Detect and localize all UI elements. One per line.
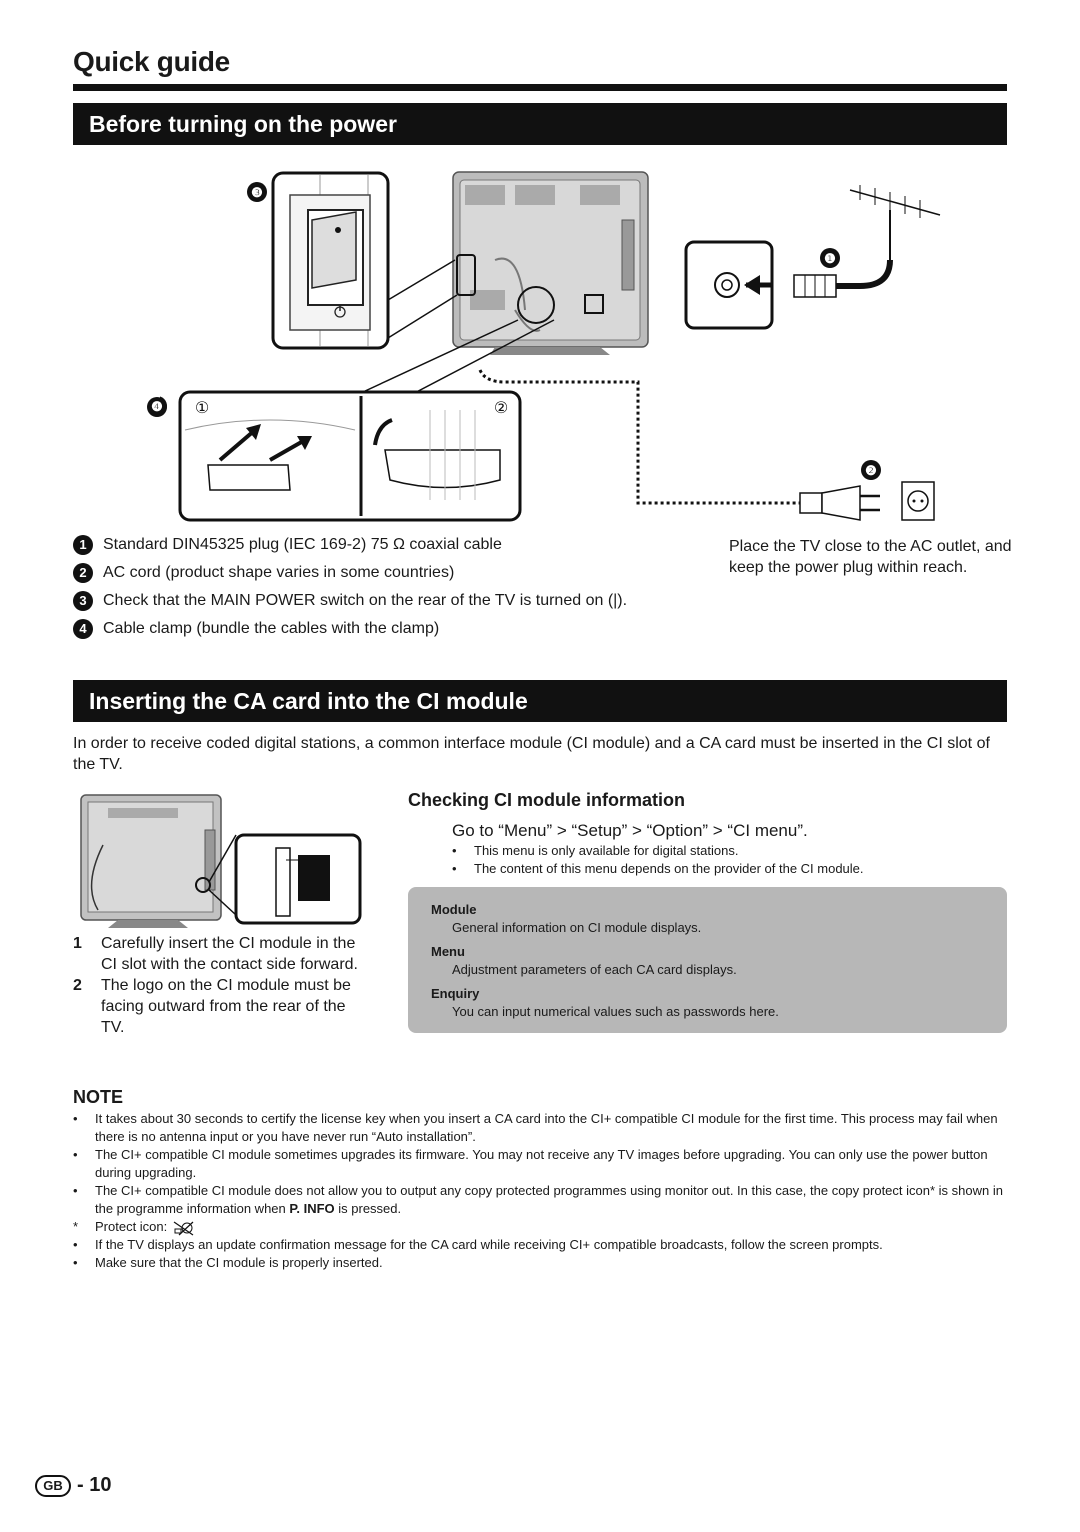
legend-item — [73, 563, 693, 583]
power-connection-diagram — [160, 160, 950, 525]
section-heading-power: Before turning on the power — [73, 103, 1007, 145]
tv-rear-small-illustration — [81, 795, 221, 928]
ac-outlet-note: Place the TV close to the AC outlet, and keep the power plug within reach. — [729, 538, 1012, 576]
ci-intro-text: In order to receive coded digital stations, a common interface module (CI module) and a CA card must be inserted in the CI slot of the TV. — [73, 735, 990, 773]
note-text-part: The CI+ compatible CI module does not allow you to output any copy protected programmes using monitor out. In this case, the copy protect icon* is shown in the programme information when — [95, 1183, 1003, 1216]
bullet-glyph: • — [73, 1111, 78, 1126]
note-text: The CI+ compatible CI module sometimes upgrades its firmware. You may not receive any TV images before upgrading. You can only use the power button during upgrading. — [95, 1147, 988, 1180]
step-item — [73, 933, 363, 975]
ac-outlet-icon — [902, 482, 934, 520]
legend-number-badge: 1 — [73, 535, 93, 555]
menu-path: Go to “Menu” > “Setup” > “Option” > “CI menu”. — [452, 821, 808, 840]
step-item — [73, 975, 363, 1038]
step-text: The logo on the CI module must be facing outward from the rear of the TV. — [101, 977, 351, 1036]
note-text — [95, 1182, 1013, 1218]
bullet-item — [452, 842, 1012, 860]
legend-text: AC cord (product shape varies in some countries) — [103, 564, 455, 581]
title-rule — [73, 84, 1007, 91]
antenna-icon — [850, 185, 940, 260]
note-item — [73, 1254, 1013, 1272]
clamp-step-1: ① — [194, 398, 210, 417]
note-item — [73, 1110, 1013, 1146]
legend-text: Check that the MAIN POWER switch on the rear of the TV is turned on (|). — [103, 592, 628, 609]
protect-icon-text — [95, 1218, 1013, 1236]
legend-number-badge: 2 — [73, 563, 93, 583]
ci-menu-bullets — [452, 842, 1012, 878]
bullet-glyph: • — [73, 1183, 78, 1198]
power-legend — [73, 535, 693, 647]
legend-number-badge: 3 — [73, 591, 93, 611]
info-term-enquiry: Enquiry — [431, 986, 480, 1001]
info-term-menu: Menu — [431, 944, 465, 959]
ci-module-diagram — [78, 790, 363, 930]
step-number: 2 — [73, 977, 82, 994]
callout-1-label: ❶ — [824, 251, 836, 266]
copy-protect-icon — [171, 1220, 197, 1236]
note-item — [73, 1182, 1013, 1218]
note-item — [73, 1236, 1013, 1254]
bullet-glyph: • — [73, 1237, 78, 1252]
antenna-socket-icon — [715, 273, 739, 297]
callout-4-badge: ❹ — [147, 397, 167, 417]
info-desc-enquiry: You can input numerical values such as passwords here. — [452, 1004, 779, 1019]
bullet-glyph: • — [452, 843, 457, 858]
legend-item — [73, 535, 693, 555]
checking-ci-heading: Checking CI module information — [408, 790, 686, 810]
note-text-part: is pressed. — [334, 1201, 402, 1216]
note-list — [73, 1110, 1013, 1272]
tv-rear-illustration — [453, 172, 648, 355]
legend-item — [73, 591, 693, 611]
bullet-glyph: • — [73, 1147, 78, 1162]
ac-plug-icon — [800, 486, 880, 520]
note-text: If the TV displays an update confirmation message for the CA card while receiving CI+ compatible broadcasts, follow the screen prompts. — [95, 1237, 883, 1252]
bullet-glyph: • — [452, 861, 457, 876]
step-text: Carefully insert the CI module in the CI slot with the contact side forward. — [101, 935, 358, 973]
page-number: - 10 — [77, 1474, 112, 1496]
bullet-text: This menu is only available for digital stations. — [474, 843, 739, 858]
region-badge: GB — [35, 1475, 71, 1497]
step-number: 1 — [73, 935, 82, 952]
ci-menu-info-box — [408, 887, 1007, 1033]
note-text: Make sure that the CI module is properly inserted. — [95, 1255, 383, 1270]
bullet-item — [452, 860, 1012, 878]
ci-card-icon — [298, 855, 330, 901]
legend-number-badge: 4 — [73, 619, 93, 639]
page-footer — [35, 1474, 111, 1497]
note-heading: NOTE — [73, 1087, 124, 1107]
legend-text: Cable clamp (bundle the cables with the clamp) — [103, 620, 440, 637]
section-heading-ca-card: Inserting the CA card into the CI module — [73, 680, 1007, 722]
callout-2-label: ❷ — [865, 463, 877, 478]
note-text: It takes about 30 seconds to certify the license key when you insert a CA card into the CI+ compatible CI module for the first time. This process may fail when there is no antenna input or you have never run “Auto installation”. — [95, 1111, 998, 1144]
info-term-module: Module — [431, 902, 477, 917]
ac-cord-path — [480, 370, 800, 503]
legend-text: Standard DIN45325 plug (IEC 169-2) 75 Ω coaxial cable — [103, 536, 502, 553]
ci-insert-steps — [73, 933, 363, 1038]
protect-icon-row — [73, 1218, 1013, 1236]
p-info-button-label: P. INFO — [289, 1201, 335, 1216]
info-desc-module: General information on CI module displays. — [452, 920, 702, 935]
bullet-glyph: • — [73, 1255, 78, 1270]
footnote-star: * — [73, 1219, 79, 1234]
callout-3-label: ❸ — [251, 185, 263, 200]
clamp-step-2: ② — [493, 398, 509, 417]
legend-item — [73, 619, 693, 639]
protect-icon-label: Protect icon: — [95, 1219, 168, 1234]
bullet-text: The content of this menu depends on the provider of the CI module. — [474, 861, 864, 876]
page-title: Quick guide — [73, 46, 230, 77]
info-desc-menu: Adjustment parameters of each CA card displays. — [452, 962, 737, 977]
note-item — [73, 1146, 1013, 1182]
